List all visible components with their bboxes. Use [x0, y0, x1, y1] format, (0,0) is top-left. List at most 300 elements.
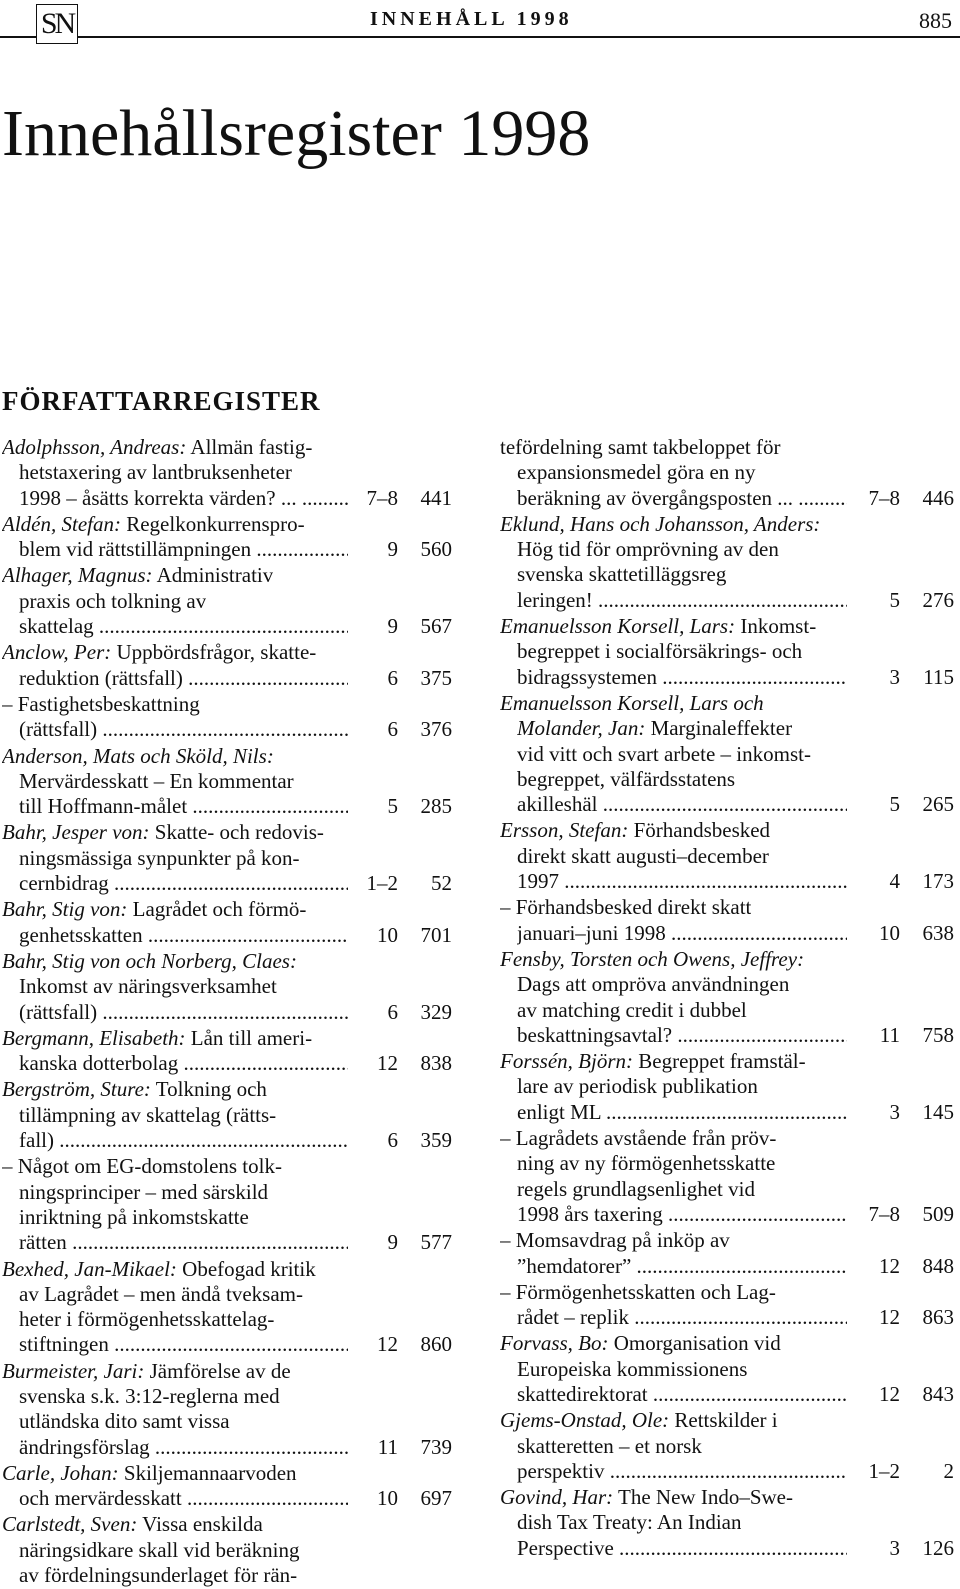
entry-title-text: Regelkonkurrenspro-: [120, 511, 305, 536]
entry-title-text: Vissa enskilda: [137, 1512, 263, 1537]
index-entry: [2, 640, 454, 665]
page-reference: 860: [408, 1332, 452, 1357]
index-entry-line: [500, 588, 955, 613]
issue-number: 11: [358, 1435, 398, 1460]
index-entry-line: [500, 869, 955, 894]
entry-text: [19, 1282, 303, 1307]
entry-title-text: näringsidkare skall vid beräkning: [19, 1537, 300, 1562]
entry-text: [19, 846, 300, 871]
entry-title-text: 1998 års taxering: [517, 1201, 663, 1226]
entry-title-text: Omorganisation vid: [608, 1331, 781, 1356]
entry-title-text: Inkomst av näringsverksamhet: [19, 974, 277, 999]
entry-title-text: rätten: [19, 1230, 67, 1255]
index-entry-line: [2, 666, 454, 691]
entry-title-text: reduktion (rättsfall): [19, 665, 183, 690]
entry-text: [2, 897, 306, 922]
index-entry-line: [500, 1536, 955, 1561]
index-entry: [500, 1228, 955, 1253]
author-name: Ersson, Stefan:: [500, 818, 629, 843]
index-entry-line: [500, 716, 955, 741]
entry-title-text: ningsmässiga synpunkter på kon-: [19, 845, 300, 870]
author-name: Carlstedt, Sven:: [2, 1512, 138, 1537]
entry-title-text: begreppet i socialförsäkrings- och: [517, 639, 803, 664]
index-entry-line: [2, 460, 454, 485]
index-entry-line: [2, 1230, 454, 1255]
index-entry: [500, 1049, 955, 1074]
entry-text: [19, 1128, 348, 1153]
entry-title-text: – Förmögenhetsskatten och Lag-: [500, 1279, 776, 1304]
issue-number: 11: [860, 1023, 900, 1048]
index-entry-line: [500, 1202, 955, 1227]
entry-title-text: heter i förmögenhetsskattelag-: [19, 1307, 275, 1332]
index-entry-line: [2, 1409, 454, 1434]
entry-text: [19, 1332, 348, 1357]
index-entry: [500, 1485, 955, 1510]
entry-text: [517, 742, 811, 767]
entry-title-text: akilleshäl: [517, 792, 598, 817]
entry-title-text: Begreppet framstäl-: [633, 1049, 806, 1074]
entry-title-text: (rättsfall): [19, 999, 98, 1024]
index-entry-line: [500, 1254, 955, 1279]
entry-title-text: Allmän fastig-: [186, 435, 313, 459]
author-name: Bahr, Stig von och Norberg, Claes:: [2, 948, 297, 973]
index-entry-line: [2, 974, 454, 999]
index-entry: [2, 949, 454, 974]
page-reference: 560: [408, 537, 452, 562]
entry-title-text: stiftningen: [19, 1332, 109, 1357]
entry-title-text: ning av ny förmögenhetsskatte: [517, 1151, 776, 1176]
issue-number: 6: [358, 1128, 398, 1153]
index-entry-line: [500, 792, 955, 817]
running-head: INNEHÅLL 1998: [370, 8, 573, 30]
entry-title-text: svenska s.k. 3:12-reglerna med: [19, 1383, 280, 1408]
issue-number: 3: [860, 1536, 900, 1561]
entry-title-text: 1998 – åsätts korrekta värden? ...: [19, 485, 297, 510]
author-name: Govind, Har:: [500, 1485, 614, 1510]
entry-text: [19, 974, 277, 999]
entry-text: [2, 1359, 291, 1384]
entry-title-text: ”hemdatorer”: [517, 1253, 632, 1278]
index-entry: [2, 1077, 454, 1102]
entry-text: [517, 1151, 775, 1176]
entry-title-text: – Lagrådets avstående från pröv-: [500, 1126, 777, 1151]
entry-text: [2, 1461, 297, 1486]
index-entry-line: [500, 767, 955, 792]
page-reference: 446: [910, 486, 954, 511]
entry-text: [2, 744, 274, 769]
author-name: Fensby, Torsten och Owens, Jeffrey:: [500, 946, 805, 971]
entry-text: [517, 562, 726, 587]
entry-title-text: The New Indo–Swe-: [613, 1485, 793, 1510]
entry-text: [2, 692, 200, 717]
entry-text: [2, 1257, 316, 1282]
entry-title-text: – Fastighetsbeskattning: [2, 691, 200, 716]
entry-text: [517, 537, 779, 562]
index-entry-line: [2, 717, 454, 742]
issue-number: 12: [358, 1332, 398, 1357]
entry-text: [19, 1409, 230, 1434]
index-entry-line: [2, 846, 454, 871]
index-entry: [2, 1154, 454, 1179]
author-name: Emanuelsson Korsell, Lars och: [500, 690, 764, 715]
index-entry: [2, 1359, 454, 1384]
page-reference: 145: [910, 1100, 954, 1125]
index-entry: [2, 692, 454, 717]
entry-text: [517, 792, 847, 817]
page-reference: 329: [408, 1000, 452, 1025]
index-entry: [2, 563, 454, 588]
index-entry-line: [2, 537, 454, 562]
page-reference: 843: [910, 1382, 954, 1407]
entry-text: [2, 563, 273, 588]
entry-text: [19, 1486, 348, 1511]
issue-number: 10: [358, 923, 398, 948]
author-name: Alhager, Magnus:: [2, 563, 153, 588]
issue-number: 9: [358, 614, 398, 639]
entry-text: [19, 1307, 274, 1332]
entry-text: [19, 1000, 348, 1025]
entry-title-text: Uppbördsfrågor, skatte-: [111, 640, 317, 665]
entry-title-text: Rettskilder i: [669, 1408, 778, 1433]
issue-number: 12: [358, 1051, 398, 1076]
entry-text: [517, 716, 792, 741]
index-entry-line: [2, 871, 454, 896]
page-title: Innehållsregister 1998: [2, 97, 591, 170]
index-entry: [500, 512, 955, 537]
entry-title-text: hetstaxering av lantbruksenheter: [19, 460, 292, 485]
entry-title-text: expansionsmedel göra en ny: [517, 460, 756, 485]
index-entry-line: [500, 1434, 955, 1459]
entry-text: [500, 1485, 793, 1510]
index-entry-line: [500, 1023, 955, 1048]
page-reference: 126: [910, 1536, 954, 1561]
entry-text: [19, 666, 348, 691]
entry-title-text: utländska dito samt vissa: [19, 1409, 230, 1434]
author-name: Emanuelsson Korsell, Lars:: [500, 614, 736, 639]
page-reference: 375: [408, 666, 452, 691]
entry-text: [517, 921, 847, 946]
entry-title-text: – Momsavdrag på inköp av: [500, 1228, 730, 1253]
issue-number: 6: [358, 1000, 398, 1025]
page-reference: 697: [408, 1486, 452, 1511]
entry-title-text: Lagrådet och förmö-: [127, 897, 307, 922]
index-entry-line: [500, 562, 955, 587]
page-reference: 359: [408, 1128, 452, 1153]
entry-title-text: lare av periodisk publikation: [517, 1074, 758, 1099]
page-reference: 577: [408, 1230, 452, 1255]
entry-title-text: fall): [19, 1128, 54, 1153]
entry-text: [517, 1254, 847, 1279]
issue-number: 10: [358, 1486, 398, 1511]
author-name: Anclow, Per:: [2, 640, 112, 665]
index-entry-line: [2, 769, 454, 794]
index-entry: [500, 1280, 955, 1305]
index-entry: [2, 512, 454, 537]
page-reference: 567: [408, 614, 452, 639]
entry-text: [500, 1126, 776, 1151]
entry-title-text: Hög tid för omprövning av den: [517, 537, 779, 562]
index-entry-line: [2, 614, 454, 639]
entry-title-text: perspektiv: [517, 1458, 605, 1483]
author-name: Adolphsson, Andreas:: [2, 435, 187, 459]
index-entry-line: [2, 1486, 454, 1511]
entry-title-text: beräkning av övergångsposten ...: [517, 485, 794, 510]
entry-text: [19, 1230, 348, 1255]
entry-title-text: Lån till ameri-: [185, 1025, 313, 1050]
entry-text: [19, 923, 348, 948]
page-reference: 115: [910, 665, 954, 690]
author-name: Bexhed, Jan-Mikael:: [2, 1256, 177, 1281]
entry-title-text: – Något om EG-domstolens tolk-: [2, 1154, 282, 1179]
index-entry: [500, 1126, 955, 1151]
entry-text: [517, 869, 847, 894]
entry-text: [19, 1180, 268, 1205]
page-number: 885: [919, 8, 952, 33]
entry-title-text: rådet – replik: [517, 1305, 629, 1330]
index-entry-line: [2, 1332, 454, 1357]
issue-number: 7–8: [860, 1202, 900, 1227]
entry-title-text: begreppet, välfärdsstatens: [517, 766, 736, 791]
entry-text: [19, 589, 206, 614]
page-reference: 848: [910, 1254, 954, 1279]
page-reference: 638: [910, 921, 954, 946]
index-entry-line: [500, 844, 955, 869]
entry-title-text: direkt skatt augusti–december: [517, 843, 769, 868]
index-entry-line: [500, 1151, 955, 1176]
entry-text: [19, 717, 348, 742]
index-entry: [2, 820, 454, 845]
index-entry-line: [500, 1177, 955, 1202]
issue-number: 3: [860, 1100, 900, 1125]
entry-title-text: av Lagrådet – men ändå tveksam-: [19, 1281, 303, 1306]
entry-title-text: praxis och tolkning av: [19, 588, 207, 613]
entry-title-text: bidragssystemen: [517, 664, 657, 689]
entry-title-text: enligt ML: [517, 1099, 601, 1124]
entry-text: [19, 1538, 300, 1563]
section-heading: FÖRFATTARREGISTER: [2, 386, 321, 416]
entry-title-text: Marginaleffekter: [645, 716, 793, 741]
page-reference: 52: [408, 871, 452, 896]
author-name: Carle, Johan:: [2, 1460, 119, 1485]
author-name: Anderson, Mats och Sköld, Nils:: [2, 743, 274, 768]
entry-text: [19, 537, 348, 562]
issue-number: 9: [358, 1230, 398, 1255]
author-name: Bergström, Sture:: [2, 1077, 151, 1102]
entry-title-text: Förhandsbesked: [628, 818, 771, 843]
index-entry-line: [2, 1103, 454, 1128]
page-reference: 285: [408, 794, 452, 819]
entry-text: [517, 486, 847, 511]
index-entry: [2, 1257, 454, 1282]
index-entry-line: [2, 1282, 454, 1307]
entry-title-text: Perspective: [517, 1535, 614, 1560]
entry-text: [517, 1382, 847, 1407]
entry-text: [19, 1435, 348, 1460]
entry-text: [517, 1305, 847, 1330]
index-entry-line: [2, 1435, 454, 1460]
index-entry-line: [500, 998, 955, 1023]
index-entry: [2, 1512, 454, 1537]
issue-number: 7–8: [860, 486, 900, 511]
entry-text: [517, 998, 747, 1023]
index-entry: [500, 895, 955, 920]
entry-text: [517, 665, 847, 690]
entry-title-text: genhetsskatten: [19, 922, 143, 947]
entry-text: [2, 1026, 312, 1051]
index-entry-line: [2, 589, 454, 614]
entry-text: [517, 972, 789, 997]
index-entry-line: [2, 1307, 454, 1332]
entry-title-text: 1997: [517, 869, 559, 894]
header-rule-right: [78, 36, 960, 38]
entry-title-text: Obefogad kritik: [176, 1256, 316, 1281]
index-entry: [500, 435, 955, 460]
entry-title-text: leringen!: [517, 587, 593, 612]
index-entry-line: [2, 1180, 454, 1205]
entry-text: [517, 460, 756, 485]
entry-text: [517, 1510, 741, 1535]
left-column: [2, 435, 454, 1589]
entry-title-text: (rättsfall): [19, 717, 98, 742]
entry-text: [500, 1049, 806, 1074]
entry-title-text: blem vid rättstillämpningen: [19, 537, 252, 562]
entry-text: [500, 1331, 781, 1356]
page-reference: 173: [910, 869, 954, 894]
entry-title-text: kanska dotterbolag: [19, 1051, 179, 1076]
entry-text: [19, 1563, 297, 1588]
entry-text: [517, 1459, 847, 1484]
entry-text: [500, 512, 820, 537]
index-entry: [500, 691, 955, 716]
issue-number: 6: [358, 666, 398, 691]
index-entry-line: [500, 460, 955, 485]
entry-text: [500, 947, 804, 972]
issue-number: 7–8: [358, 486, 398, 511]
entry-text: [19, 794, 348, 819]
entry-text: [2, 949, 297, 974]
entry-text: [517, 1536, 847, 1561]
entry-text: [517, 844, 769, 869]
entry-title-text: Inkomst-: [735, 614, 817, 639]
entry-title-text: beskattningsavtal?: [517, 1022, 673, 1047]
issue-number: 5: [860, 792, 900, 817]
page-reference: 758: [910, 1023, 954, 1048]
entry-text: [517, 1434, 702, 1459]
right-column: [500, 435, 955, 1562]
entry-text: [19, 769, 294, 794]
index-entry: [2, 1026, 454, 1051]
entry-title-text: Skatte- och redovis-: [149, 820, 324, 845]
entry-text: [500, 614, 816, 639]
entry-text: [500, 818, 770, 843]
index-entry: [500, 1331, 955, 1356]
index-entry-line: [2, 1051, 454, 1076]
page-reference: 509: [910, 1202, 954, 1227]
index-entry-line: [2, 923, 454, 948]
index-entry-line: [500, 486, 955, 511]
entry-title-text: inriktning på inkomstskatte: [19, 1204, 249, 1229]
index-entry-line: [500, 1305, 955, 1330]
issue-number: 5: [860, 588, 900, 613]
entry-text: [2, 640, 316, 665]
index-entry: [500, 614, 955, 639]
entry-text: [2, 1077, 267, 1102]
index-entry-line: [500, 1100, 955, 1125]
page-header: [0, 0, 960, 44]
entry-title-text: skatteretten – et norsk: [517, 1433, 702, 1458]
index-entry-line: [2, 1563, 454, 1588]
entry-text: [500, 895, 751, 920]
issue-number: 3: [860, 665, 900, 690]
author-name: Bergmann, Elisabeth:: [2, 1025, 186, 1050]
entry-title-text: av matching credit i dubbel: [517, 997, 747, 1022]
issue-number: 12: [860, 1382, 900, 1407]
index-entry-line: [500, 921, 955, 946]
entry-text: [517, 1100, 847, 1125]
index-entry-line: [500, 1510, 955, 1535]
page-reference: 265: [910, 792, 954, 817]
issue-number: 12: [860, 1254, 900, 1279]
entry-text: [517, 1202, 847, 1227]
index-entry-line: [2, 1384, 454, 1409]
index-entry: [500, 947, 955, 972]
issue-number: 9: [358, 537, 398, 562]
page-reference: 739: [408, 1435, 452, 1460]
entry-title-text: och mervärdesskatt: [19, 1486, 182, 1511]
entry-text: [19, 1384, 280, 1409]
page-reference: 441: [408, 486, 452, 511]
page-reference: 863: [910, 1305, 954, 1330]
entry-title-text: – Förhandsbesked direkt skatt: [500, 895, 752, 920]
entry-title-text: regels grundlagsenlighet vid: [517, 1176, 755, 1201]
author-name: Forssén, Björn:: [500, 1049, 633, 1074]
index-entry-line: [500, 1459, 955, 1484]
entry-text: [517, 1023, 847, 1048]
issue-number: 5: [358, 794, 398, 819]
entry-text: [19, 871, 348, 896]
entry-text: [2, 1512, 263, 1537]
entry-title-text: svenska skattetilläggsreg: [517, 562, 727, 587]
index-entry-line: [500, 972, 955, 997]
entry-text: [517, 1074, 758, 1099]
entry-title-text: Europeiska kommissionens: [517, 1356, 748, 1381]
issue-number: 10: [860, 921, 900, 946]
index-entry-line: [2, 1000, 454, 1025]
entry-title-text: skattedirektorat: [517, 1381, 648, 1406]
issue-number: 6: [358, 717, 398, 742]
entry-title-text: vid vitt och svart arbete – inkomst-: [517, 741, 811, 766]
entry-text: [500, 1280, 776, 1305]
entry-text: [500, 1408, 778, 1433]
entry-title-text: Dags att ompröva användningen: [517, 972, 790, 997]
entry-title-text: ändringsförslag: [19, 1434, 150, 1459]
author-name: Molander, Jan:: [517, 716, 646, 741]
index-entry-line: [500, 1357, 955, 1382]
index-entry: [2, 897, 454, 922]
author-name: Gjems-Onstad, Ole:: [500, 1408, 670, 1433]
page-reference: 701: [408, 923, 452, 948]
entry-text: [19, 1051, 348, 1076]
index-entry-line: [500, 537, 955, 562]
page-reference: 838: [408, 1051, 452, 1076]
entry-text: [517, 639, 802, 664]
entry-text: [19, 486, 348, 511]
author-name: Burmeister, Jari:: [2, 1358, 145, 1383]
author-name: Aldén, Stefan:: [2, 511, 121, 536]
index-entry: [2, 1461, 454, 1486]
index-entry-line: [2, 794, 454, 819]
issue-number: 12: [860, 1305, 900, 1330]
